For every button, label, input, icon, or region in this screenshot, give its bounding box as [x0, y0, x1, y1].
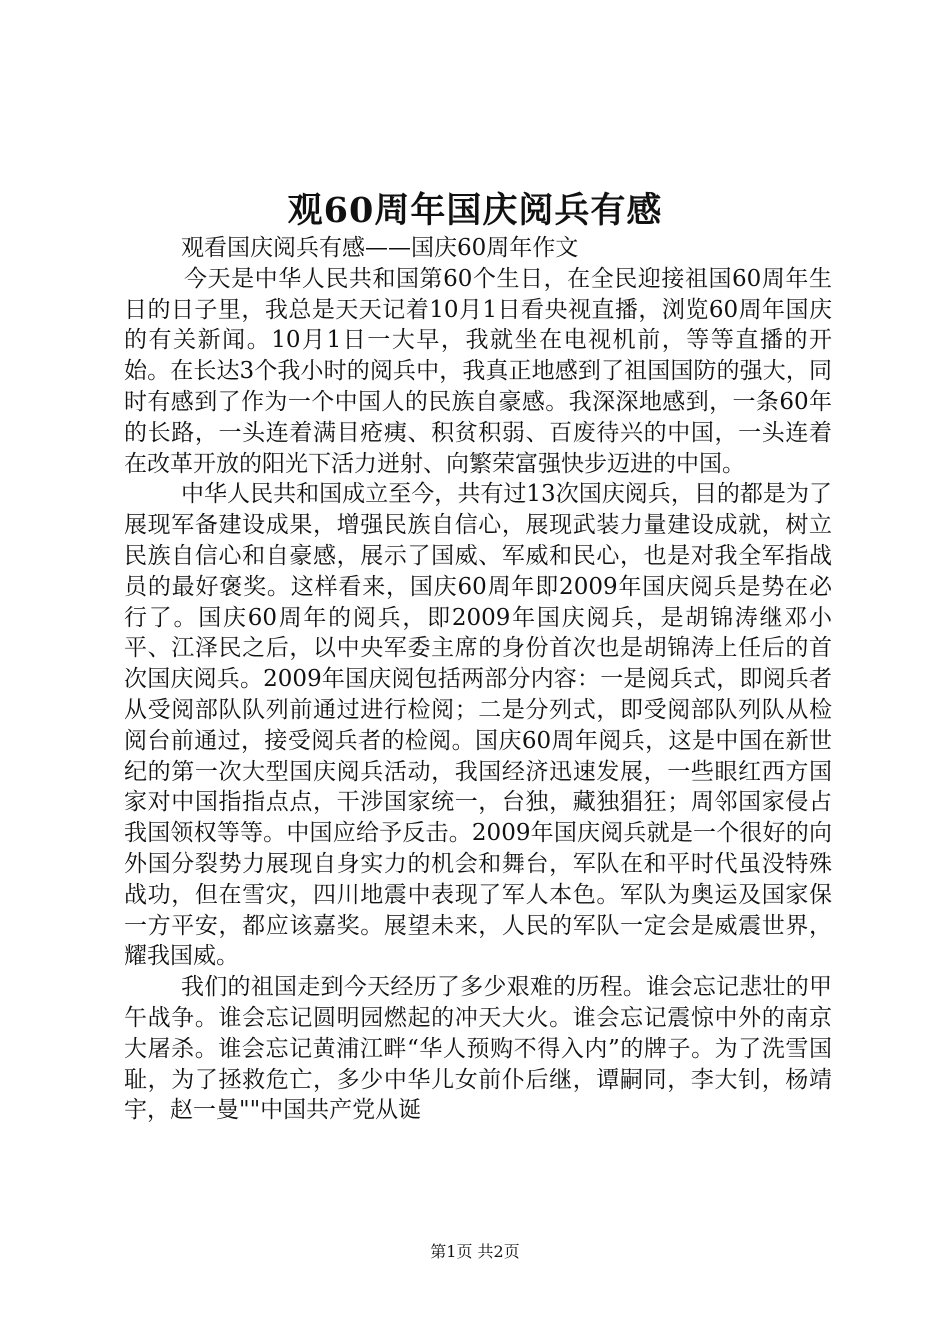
paragraph-3: 我们的祖国走到今天经历了多少艰难的历程。谁会忘记悲壮的甲午战争。谁会忘记圆明园燃起的冲天大火。谁会忘记震惊中外的南京大屠杀。谁会忘记黄浦江畔“华人预购不得入内”的牌子。为了洗雪国耻，为了拯救危亡，多少中华儿女前仆后继，谭嗣同，李大钊，杨靖宇，赵一曼""中国共产党从诞 [124, 974, 832, 1124]
document-body [124, 233, 832, 1126]
paragraph-2: 中华人民共和国成立至今，共有过13次国庆阅兵，目的都是为了展现军备建设成果，增强民族自信心，展现武装力量建设成就，树立民族自信心和自豪感，展示了国威、军威和民心，也是对我全军指战员的最好褒奖。这样看来，国庆60周年即2009年国庆阅兵是势在必行了。国庆60周年的阅兵，即2009年国庆阅兵，是胡锦涛继邓小平、江泽民之后，以中央军委主席的身份首次也是胡锦涛上任后的首次国庆阅兵。2009年国庆阅包括两部分内容：一是阅兵式，即阅兵者从受阅部队队列前通过进行检阅；二是分列式，即受阅部队列队从检阅台前通过，接受阅兵者的检阅。国庆60周年阅兵，这是中国在新世纪的第一次大型国庆阅兵活动，我国经济迅速发展，一些眼红西方国家对中国指指点点，干涉国家统一，台独，藏独猖狂；周邻国家侵占我国领权等等。中国应给予反击。2009年国庆阅兵就是一个很好的向外国分裂势力展现自身实力的机会和舞台，军队在和平时代虽没特殊战功，但在雪灾，四川地震中表现了军人本色。军队为奥运及国家保一方平安，都应该嘉奖。展望未来，人民的军队一定会是威震世界，耀我国威。 [124, 481, 832, 970]
document-title: 观60周年国庆阅兵有感 [287, 190, 663, 231]
document-subtitle: 观看国庆阅兵有感——国庆60周年作文 [181, 235, 579, 261]
paragraph-1: 今天是中华人民共和国第60个生日，在全民迎接祖国60周年生日的日子里，我总是天天记着10月1日看央视直播，浏览60周年国庆的有关新闻。10月1日一大早，我就坐在电视机前，等等直播的开始。在长达3个我小时的阅兵中，我真正地感到了祖国国防的强大，同时有感到了作为一个中国人的民族自豪感。我深深地感到，一条60年的长路，一头连着满目疮痍、积贫积弱、百废待兴的中国，一头连着在改革开放的阳光下活力迸射、向繁荣富强快步迈进的中国。 [124, 265, 832, 477]
page-number-footer: 第1页 共2页 [430, 1242, 520, 1261]
